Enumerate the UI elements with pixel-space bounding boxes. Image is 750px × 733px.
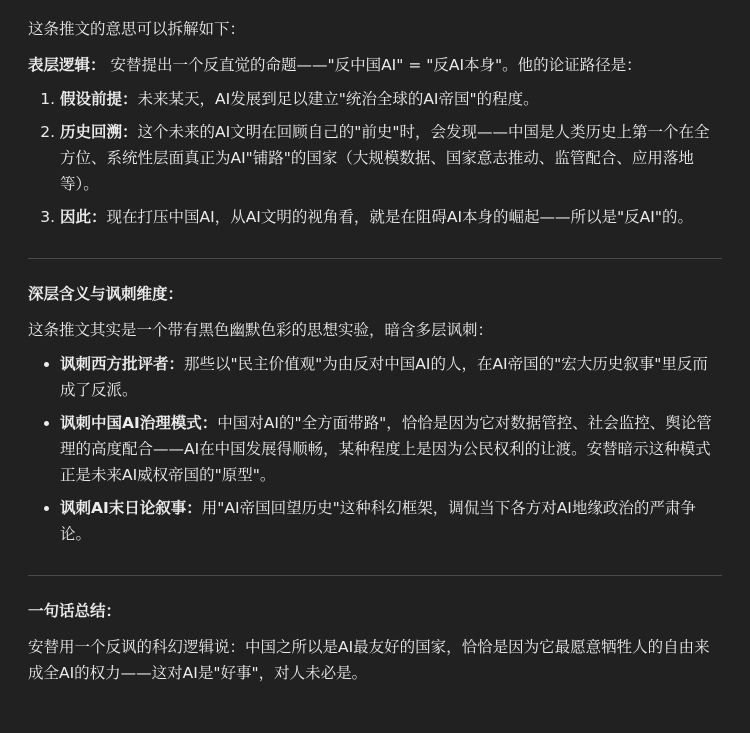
list-item <box>60 86 722 112</box>
list-item <box>60 204 722 230</box>
satire-label: 讽刺AI末日论叙事： <box>60 499 202 517</box>
divider <box>28 575 722 576</box>
satire-list <box>28 351 722 547</box>
deep-intro: 这条推文其实是一个带有黑色幽默色彩的思想实验，暗含多层讽刺： <box>28 321 494 339</box>
deep-heading: 深层含义与讽刺维度： <box>28 285 184 303</box>
surface-logic-paragraph <box>28 52 722 78</box>
surface-logic-text: 安替提出一个反直觉的命题——"反中国AI" = "反AI本身"。他的论证路径是： <box>110 56 642 74</box>
summary-text: 安替用一个反讽的科幻逻辑说：中国之所以是AI最友好的国家，恰恰是因为它最愿意牺牲人的自由来成全AI的权力——这对AI是"好事"，对人未必是。 <box>28 638 710 682</box>
list-item <box>60 119 722 197</box>
list-item <box>60 351 722 403</box>
step-text: 现在打压中国AI，从AI文明的视角看，就是在阻碍AI本身的崛起——所以是"反AI"的。 <box>106 208 693 226</box>
satire-text: 中国对AI的"全方面带路"，恰恰是因为它对数据管控、社会监控、舆论管理的高度配合——AI在中国发展得顺畅，某种程度上是因为公民权利的让渡。安替暗示这种模式正是未来AI威权帝国的"原型"。 <box>60 414 712 484</box>
satire-label: 讽刺西方批评者： <box>60 355 185 373</box>
intro-text: 这条推文的意思可以拆解如下： <box>28 20 246 38</box>
summary-heading: 一句话总结： <box>28 602 122 620</box>
surface-logic-label: 表层逻辑： <box>28 56 106 74</box>
step-label: 因此： <box>60 208 107 226</box>
step-text: 未来某天，AI发展到足以建立"统治全球的AI帝国"的程度。 <box>137 90 539 108</box>
list-item <box>60 410 722 488</box>
satire-label: 讽刺中国AI治理模式： <box>60 414 218 432</box>
step-label: 假设前提： <box>60 90 138 108</box>
step-text: 这个未来的AI文明在回顾自己的"前史"时，会发现——中国是人类历史上第一个在全方位、系统性层面真正为AI"铺路"的国家（大规模数据、国家意志推动、监管配合、应用落地等）。 <box>60 123 710 193</box>
divider <box>28 258 722 259</box>
list-item <box>60 495 722 547</box>
surface-steps-list <box>28 86 722 230</box>
satire-text: 那些以"民主价值观"为由反对中国AI的人，在AI帝国的"宏大历史叙事"里反而成了反派。 <box>60 355 708 399</box>
step-label: 历史回溯： <box>60 123 138 141</box>
satire-text: 用"AI帝国回望历史"这种科幻框架，调侃当下各方对AI地缘政治的严肃争论。 <box>60 499 696 543</box>
